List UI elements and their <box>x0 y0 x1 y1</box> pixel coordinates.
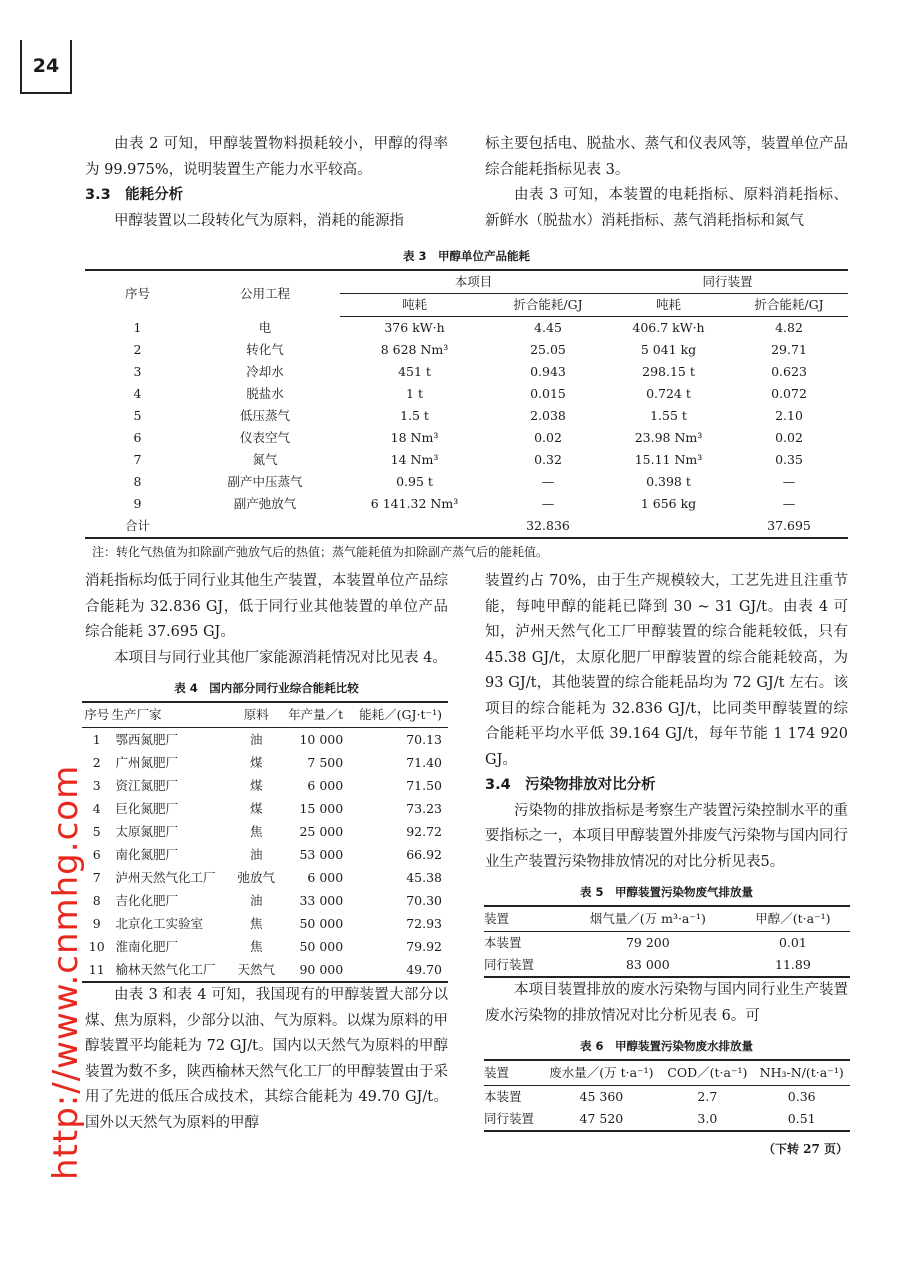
table-cell: 2 <box>133 342 142 357</box>
table-cell: 脱盐水 <box>246 386 284 401</box>
table-cell: 副产中压蒸气 <box>227 474 303 489</box>
table-row <box>85 361 848 383</box>
table-cell: 本装置 <box>484 1089 522 1104</box>
table-cell: 弛放气 <box>237 869 275 885</box>
table-cell: 天然气 <box>237 961 275 977</box>
table-cell: 11 <box>88 961 105 977</box>
table-cell: 4.45 <box>534 320 562 335</box>
table-cell: 广州氮肥厂 <box>115 754 178 770</box>
table-cell: 榆林天然气化工厂 <box>115 961 216 977</box>
table-cell: — <box>541 496 555 511</box>
paragraph: 由表 3 和表 4 可知，我国现有的甲醇装置大部分以煤、焦为原料，少部分以油、气为原料。以煤为原料的甲醇装置平均能耗为 72 GJ/t。国内以天然气为原料的甲醇装置为数不多，陕西榆林天然气化工厂的甲醇装置由于采用了先进的低压合成技术，其综合能耗为 49.70 GJ/t。国外以天然气为原料的甲醇 <box>85 987 448 1131</box>
table-cell: 298.15 t <box>642 364 695 379</box>
table-row <box>82 935 448 958</box>
table-cell: 4 <box>92 800 101 816</box>
table-cell: 8 <box>92 892 101 908</box>
table-cell: 18 Nm³ <box>390 430 439 445</box>
table-cell: — <box>782 496 796 511</box>
table-cell: 副产弛放气 <box>233 496 297 511</box>
table-row <box>85 317 848 340</box>
header-gj: 折合能耗/GJ <box>730 294 848 317</box>
table-cell: 0.015 <box>530 386 566 401</box>
right-top-text <box>485 132 848 234</box>
table-row <box>82 820 448 843</box>
table-cell: 0.36 <box>787 1089 816 1104</box>
table-cell: 66.92 <box>406 846 442 862</box>
table-cell: 6 000 <box>307 777 344 793</box>
table-cell: 45.38 <box>406 869 442 885</box>
table-cell: 2.10 <box>775 408 803 423</box>
table-cell: 1 <box>133 319 142 335</box>
column-header: NH₃-N/(t·a⁻¹) <box>753 1060 850 1086</box>
table-cell: 3.0 <box>697 1111 718 1126</box>
paragraph: 由表 2 可知，甲醇装置物料损耗较小，甲醇的得率为 99.975%，说明装置生产能力水平较高。 <box>85 136 448 178</box>
left-top-text <box>85 132 448 234</box>
header-this-project: 本项目 <box>340 270 607 294</box>
table-cell: 53 000 <box>299 846 344 862</box>
table-cell: 同行装置 <box>484 1111 535 1126</box>
table-row <box>82 774 448 797</box>
table-cell: 煤 <box>249 800 263 816</box>
header-gj: 折合能耗/GJ <box>489 294 607 317</box>
table-row <box>82 958 448 982</box>
table-cell: 92.72 <box>406 823 442 839</box>
table-cell: 0.623 <box>771 364 807 379</box>
table-cell: 6 000 <box>307 869 344 885</box>
paragraph: 本项目装置排放的废水污染物与国内同行业生产装置废水污染物的排放情况对比分析见表 6。可 <box>485 982 848 1024</box>
table-row <box>82 797 448 820</box>
table-row <box>484 1108 850 1131</box>
table4 <box>82 701 448 983</box>
table-cell: 15.11 Nm³ <box>634 452 703 467</box>
table-cell: 70.30 <box>406 892 442 908</box>
paragraph: 污染物的排放指标是考察生产装置污染控制水平的重要指标之一，本项目甲醇装置外排废气污染物与国内同行业生产装置污染物排放情况的对比分析见表5。 <box>485 802 848 870</box>
table-row <box>82 843 448 866</box>
table-cell: 79.92 <box>406 938 442 954</box>
table-row <box>82 889 448 912</box>
table-cell: 鄂西氮肥厂 <box>115 731 178 747</box>
section-heading-3-3: 3.3 能耗分析 <box>85 187 184 203</box>
table-cell: — <box>541 474 555 489</box>
table-row <box>82 728 448 752</box>
table-cell: 氮气 <box>252 452 278 467</box>
table-cell: — <box>782 474 796 489</box>
table-cell: 7 <box>92 869 101 885</box>
table-cell: 2.7 <box>697 1089 718 1104</box>
table3-caption: 表 3 甲醇单位产品能耗 <box>402 249 530 263</box>
table-row <box>484 932 850 955</box>
table-cell: 406.7 kW·h <box>632 320 705 335</box>
table3-note: 注：转化气热值为扣除副产弛放气后的热值；蒸气能耗值为扣除副产蒸气后的能耗值。 <box>92 545 549 559</box>
column-header: 原料 <box>234 702 278 728</box>
table-cell: 90 000 <box>299 961 344 977</box>
table-cell: 本装置 <box>484 935 522 950</box>
page-body <box>85 132 848 1158</box>
bottom-columns <box>85 569 848 1158</box>
total-peer: 37.695 <box>767 518 811 533</box>
table-cell: 50 000 <box>299 938 344 954</box>
column-header: 装置 <box>484 906 560 932</box>
paragraph: 标主要包括电、脱盐水、蒸气和仪表风等，装置单位产品综合能耗指标见表 3。 <box>485 136 848 178</box>
table-cell: 5 <box>133 408 142 423</box>
page-number: 24 <box>20 40 72 94</box>
column-header: 装置 <box>484 1060 541 1086</box>
table-cell: 71.40 <box>406 754 442 770</box>
table-cell: 油 <box>249 846 263 862</box>
header-item: 公用工程 <box>239 285 290 301</box>
table-row-total <box>85 515 848 538</box>
table-cell: 11.89 <box>775 957 811 972</box>
column-header: 年产量／t <box>278 702 343 728</box>
table-cell: 泸州天然气化工厂 <box>115 869 216 885</box>
table-cell: 70.13 <box>406 731 442 747</box>
table-cell: 6 <box>92 846 101 862</box>
total-this: 32.836 <box>526 518 570 533</box>
table5-caption: 表 5 甲醇装置污染物废气排放量 <box>579 885 753 899</box>
table-cell: 煤 <box>249 777 263 793</box>
table-row <box>82 912 448 935</box>
table-cell: 8 <box>133 474 142 489</box>
table4-caption: 表 4 国内部分同行业综合能耗比较 <box>174 681 359 695</box>
table-cell: 79 200 <box>625 935 670 950</box>
table-cell: 资江氮肥厂 <box>115 777 178 793</box>
table-cell: 49.70 <box>406 961 442 977</box>
paragraph: 本项目与同行业其他厂家能源消耗情况对比见表 4。 <box>114 649 447 666</box>
column-header: 生产厂家 <box>111 702 234 728</box>
table-cell: 0.95 t <box>396 474 433 489</box>
paragraph: 甲醇装置以二段转化气为原料，消耗的能源指 <box>114 212 404 229</box>
table-row <box>484 954 850 977</box>
table-cell: 0.943 <box>530 364 566 379</box>
table-cell: 33 000 <box>299 892 344 908</box>
table-cell: 29.71 <box>771 342 807 357</box>
table-cell: 同行装置 <box>484 957 535 972</box>
header-ton: 吨耗 <box>340 294 489 317</box>
table3 <box>85 269 848 539</box>
table-cell: 0.02 <box>534 430 562 445</box>
table-cell: 电 <box>258 319 272 335</box>
table-cell: 2 <box>92 754 101 770</box>
column-header: 能耗／(GJ·t⁻¹) <box>343 702 448 728</box>
table-cell: 1.55 t <box>650 408 687 423</box>
table-cell: 45 360 <box>579 1089 624 1104</box>
table-cell: 50 000 <box>299 915 344 931</box>
table-cell: 煤 <box>249 754 263 770</box>
table-cell: 3 <box>92 777 101 793</box>
table-cell: 9 <box>92 915 101 931</box>
table6 <box>484 1059 850 1132</box>
right-column <box>485 569 848 1158</box>
table-cell: 油 <box>249 892 263 908</box>
table-cell: 焦 <box>249 938 263 954</box>
table-row <box>85 339 848 361</box>
table-cell: 10 000 <box>299 731 344 747</box>
table-cell: 10 <box>88 938 105 954</box>
table-cell: 低压蒸气 <box>239 408 290 423</box>
table-cell: 5 041 kg <box>640 342 697 357</box>
table-cell: 7 500 <box>307 754 344 770</box>
table-cell: 71.50 <box>406 777 442 793</box>
table-row <box>85 471 848 493</box>
table-cell: 吉化化肥厂 <box>115 892 178 908</box>
table-cell: 0.32 <box>534 452 562 467</box>
table-cell: 油 <box>249 731 263 747</box>
table-cell: 0.072 <box>771 386 807 401</box>
table-cell: 0.02 <box>775 430 803 445</box>
table-cell: 1 t <box>406 386 423 401</box>
column-header: 烟气量／(万 m³·a⁻¹) <box>560 906 736 932</box>
table-cell: 8 628 Nm³ <box>380 342 449 357</box>
table-cell: 巨化氮肥厂 <box>115 800 178 816</box>
table-cell: 451 t <box>398 364 431 379</box>
table-cell: 冷却水 <box>246 364 284 379</box>
table-row <box>85 383 848 405</box>
table-cell: 23.98 Nm³ <box>634 430 703 445</box>
column-header: 废水量／(万 t·a⁻¹) <box>541 1060 661 1086</box>
table-cell: 1 <box>92 731 101 747</box>
header-ton: 吨耗 <box>607 294 730 317</box>
table-cell: 3 <box>133 364 142 379</box>
paragraph: 由表 3 可知，本装置的电耗指标、原料消耗指标、新鲜水（脱盐水）消耗指标、蒸气消耗指标和氮气 <box>485 187 848 229</box>
table-cell: 太原氮肥厂 <box>115 823 178 839</box>
table-row <box>85 493 848 515</box>
watermark: http://www.cnmhg.com <box>46 764 86 1180</box>
table-cell: 北京化工实验室 <box>115 915 203 931</box>
table-cell: 73.23 <box>406 800 442 816</box>
table-cell: 0.724 t <box>646 386 691 401</box>
table-cell: 5 <box>92 823 101 839</box>
table-cell: 1 656 kg <box>640 496 697 511</box>
table-cell: 376 kW·h <box>384 320 445 335</box>
table-cell: 9 <box>133 496 142 511</box>
table-cell: 6 141.32 Nm³ <box>370 496 459 511</box>
header-no: 序号 <box>124 285 150 301</box>
table-cell: 7 <box>133 452 142 467</box>
section-heading-3-4: 3.4 污染物排放对比分析 <box>485 777 656 793</box>
table-cell: 0.51 <box>787 1111 816 1126</box>
table-row <box>82 751 448 774</box>
table-cell: 25 000 <box>299 823 344 839</box>
top-columns <box>85 132 848 234</box>
table-cell: 0.398 t <box>646 474 691 489</box>
column-header: 甲醇／(t·a⁻¹) <box>736 906 850 932</box>
column-header: COD／(t·a⁻¹) <box>661 1060 753 1086</box>
left-column <box>85 569 448 1136</box>
column-header: 序号 <box>82 702 111 728</box>
header-peer: 同行装置 <box>607 270 848 294</box>
table-row <box>85 449 848 471</box>
table-cell: 2.038 <box>530 408 566 423</box>
total-label: 合计 <box>124 518 150 533</box>
table-cell: 焦 <box>249 823 263 839</box>
table-cell: 83 000 <box>625 957 670 972</box>
table-row <box>484 1086 850 1109</box>
table5 <box>484 905 850 978</box>
continued-footer: （下转 27 页） <box>762 1142 848 1156</box>
table-row <box>82 866 448 889</box>
table-row <box>85 427 848 449</box>
table-cell: 淮南化肥厂 <box>115 938 178 954</box>
table-cell: 4 <box>133 386 142 401</box>
table-row <box>85 405 848 427</box>
table-cell: 25.05 <box>530 342 566 357</box>
table-cell: 72.93 <box>406 915 442 931</box>
table-cell: 0.01 <box>778 935 807 950</box>
table-cell: 仪表空气 <box>239 430 290 445</box>
paragraph: 装置约占 70%，由于生产规模较大，工艺先进且注重节能，每吨甲醇的能耗已降到 30 ~ 31 GJ/t。由表 4 可知，泸州天然气化工厂甲醇装置的综合能耗较低，只有 45.38 GJ/t，太原化肥厂甲醇装置的综合能耗较高，为 93 GJ/t，其他装置的综合能耗品均为 72 GJ/t 左右。该项目的综合能耗为 32.836 GJ/t，比同类甲醇装置的综合能耗平均水平低 39.164 GJ/t，每年节能 1 174 920 GJ。 <box>485 573 848 768</box>
table-cell: 15 000 <box>299 800 344 816</box>
table-cell: 6 <box>133 430 142 445</box>
table-cell: 14 Nm³ <box>390 452 439 467</box>
table-cell: 南化氮肥厂 <box>115 846 178 862</box>
table-cell: 转化气 <box>246 342 284 357</box>
paragraph: 消耗指标均低于同行业其他生产装置，本装置单位产品综合能耗为 32.836 GJ，低于同行业其他装置的单位产品综合能耗 37.695 GJ。 <box>85 573 448 640</box>
table-cell: 0.35 <box>775 452 803 467</box>
table-cell: 1.5 t <box>400 408 429 423</box>
table-cell: 4.82 <box>775 320 803 335</box>
table-cell: 47 520 <box>579 1111 624 1126</box>
table6-caption: 表 6 甲醇装置污染物废水排放量 <box>579 1039 753 1053</box>
table-cell: 焦 <box>249 915 263 931</box>
